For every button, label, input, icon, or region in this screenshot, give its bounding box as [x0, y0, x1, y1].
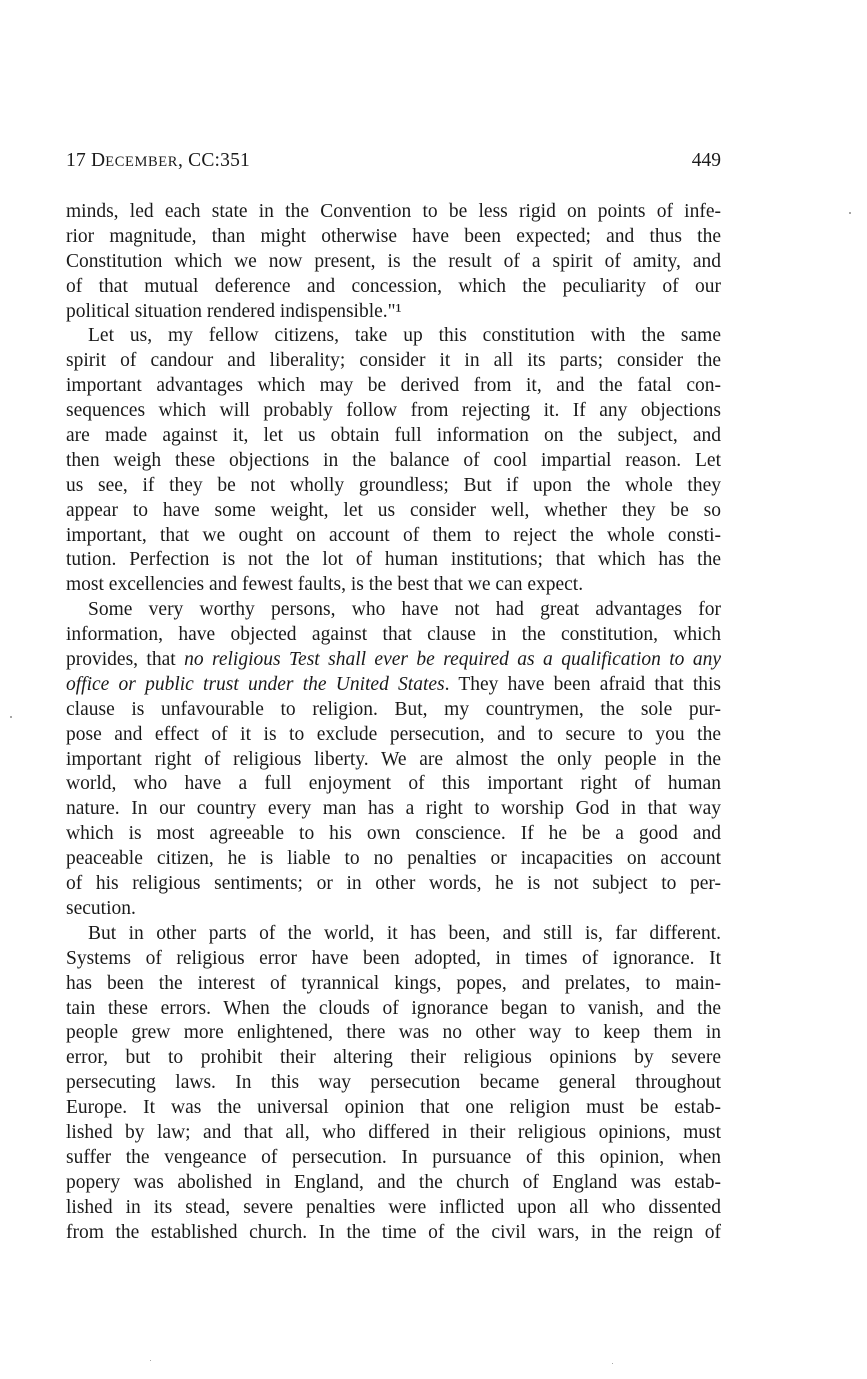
quoted-clause: no religious Test shall ever be required as a qualification to any — [184, 649, 721, 671]
text-line: has been the interest of tyrannical kings, popes, and prelates, to main- — [66, 972, 721, 994]
text-line: Let us, my fellow citizens, take up this constitution with the same — [88, 325, 721, 347]
text-line-with-italic: office or public trust under the United States. They have been afraid that this — [66, 673, 721, 695]
body-text — [66, 200, 721, 1245]
text-line: then weigh these objections in the balance of cool impartial reason. Let — [66, 449, 721, 471]
page-number: 449 — [691, 150, 721, 171]
text-line: world, who have a full enjoyment of this important right of human — [66, 773, 721, 795]
text-line: But in other parts of the world, it has been, and still is, far different. — [88, 922, 721, 944]
paper-speck — [849, 212, 851, 214]
text-line: which is most agreeable to his own conscience. If he be a good and — [66, 823, 721, 845]
text-line: popery was abolished in England, and the church of England was estab- — [66, 1171, 721, 1193]
text-line: Systems of religious error have been adopted, in times of ignorance. It — [66, 947, 721, 969]
text-line: political situation rendered indispensible."¹ — [66, 300, 402, 322]
paper-speck — [612, 1363, 613, 1364]
text-line: peaceable citizen, he is liable to no penalties or incapacities on account — [66, 848, 721, 870]
paper-speck — [150, 1360, 151, 1361]
text-line: suffer the vengeance of persecution. In pursuance of this opinion, when — [66, 1146, 721, 1168]
text-line: sequences which will probably follow from rejecting it. If any objections — [66, 400, 721, 422]
text-line: tain these errors. When the clouds of ignorance began to vanish, and the — [66, 997, 721, 1019]
text-line: important advantages which may be derived from it, and the fatal con- — [66, 375, 721, 397]
text-line: people grew more enlightened, there was no other way to keep them in — [66, 1022, 721, 1044]
text-line: Europe. It was the universal opinion that one religion must be estab- — [66, 1097, 721, 1119]
text-line: of his religious sentiments; or in other words, he is not subject to per- — [66, 873, 721, 895]
text-line: nature. In our country every man has a right to worship God in that way — [66, 798, 721, 820]
text-line: rior magnitude, than might otherwise have been expected; and thus the — [66, 225, 721, 247]
text-line: lished by law; and that all, who differed in their religious opinions, must — [66, 1121, 721, 1143]
page-header — [66, 150, 721, 178]
quoted-clause: office or public trust under the United States — [66, 673, 445, 695]
text-line: Constitution which we now present, is the result of a spirit of amity, and — [66, 250, 721, 272]
text-line: persecuting laws. In this way persecution became general throughout — [66, 1072, 721, 1094]
text-line: important, that we ought on account of them to reject the whole consti- — [66, 524, 721, 546]
text-line: of that mutual deference and concession, which the peculiarity of our — [66, 275, 721, 297]
text-line: from the established church. In the time of the civil wars, in the reign of — [66, 1221, 721, 1243]
text-line: error, but to prohibit their altering their religious opinions by severe — [66, 1047, 721, 1069]
text-line: spirit of candour and liberality; consider it in all its parts; consider the — [66, 350, 721, 372]
text-line: are made against it, let us obtain full information on the subject, and — [66, 425, 721, 447]
text-line: important right of religious liberty. We are almost the only people in the — [66, 748, 721, 770]
text-line: lished in its stead, severe penalties were inflicted upon all who dissented — [66, 1196, 721, 1218]
text-line: minds, led each state in the Convention to be less rigid on points of infe- — [66, 201, 721, 222]
text-line: information, have objected against that clause in the constitution, which — [66, 624, 721, 646]
text-line: secution. — [66, 897, 136, 919]
text-line: most excellencies and fewest faults, is the best that we can expect. — [66, 574, 584, 596]
paragraph-1 — [66, 200, 721, 324]
text-line: Some very worthy persons, who have not had great advantages for — [88, 599, 721, 621]
text-line: pose and effect of it is to exclude persecution, and to secure to you the — [66, 723, 721, 745]
text-line: us see, if they be not wholly groundless; But if upon the whole they — [66, 474, 721, 496]
text-line: clause is unfavourable to religion. But, my countrymen, the sole pur- — [66, 698, 721, 720]
paragraph-2 — [66, 324, 721, 598]
text-line-with-italic: provides, that no religious Test shall ever be required as a qualification to any — [66, 649, 721, 671]
paragraph-3 — [66, 598, 721, 922]
text-line: tution. Perfection is not the lot of human institutions; that which has the — [66, 549, 721, 571]
paragraph-4 — [66, 922, 721, 1246]
running-head: 17 DECEMBER, CC:351 — [66, 150, 250, 171]
paper-speck — [10, 716, 12, 718]
text-line: appear to have some weight, let us consider well, whether they be so — [66, 499, 721, 521]
